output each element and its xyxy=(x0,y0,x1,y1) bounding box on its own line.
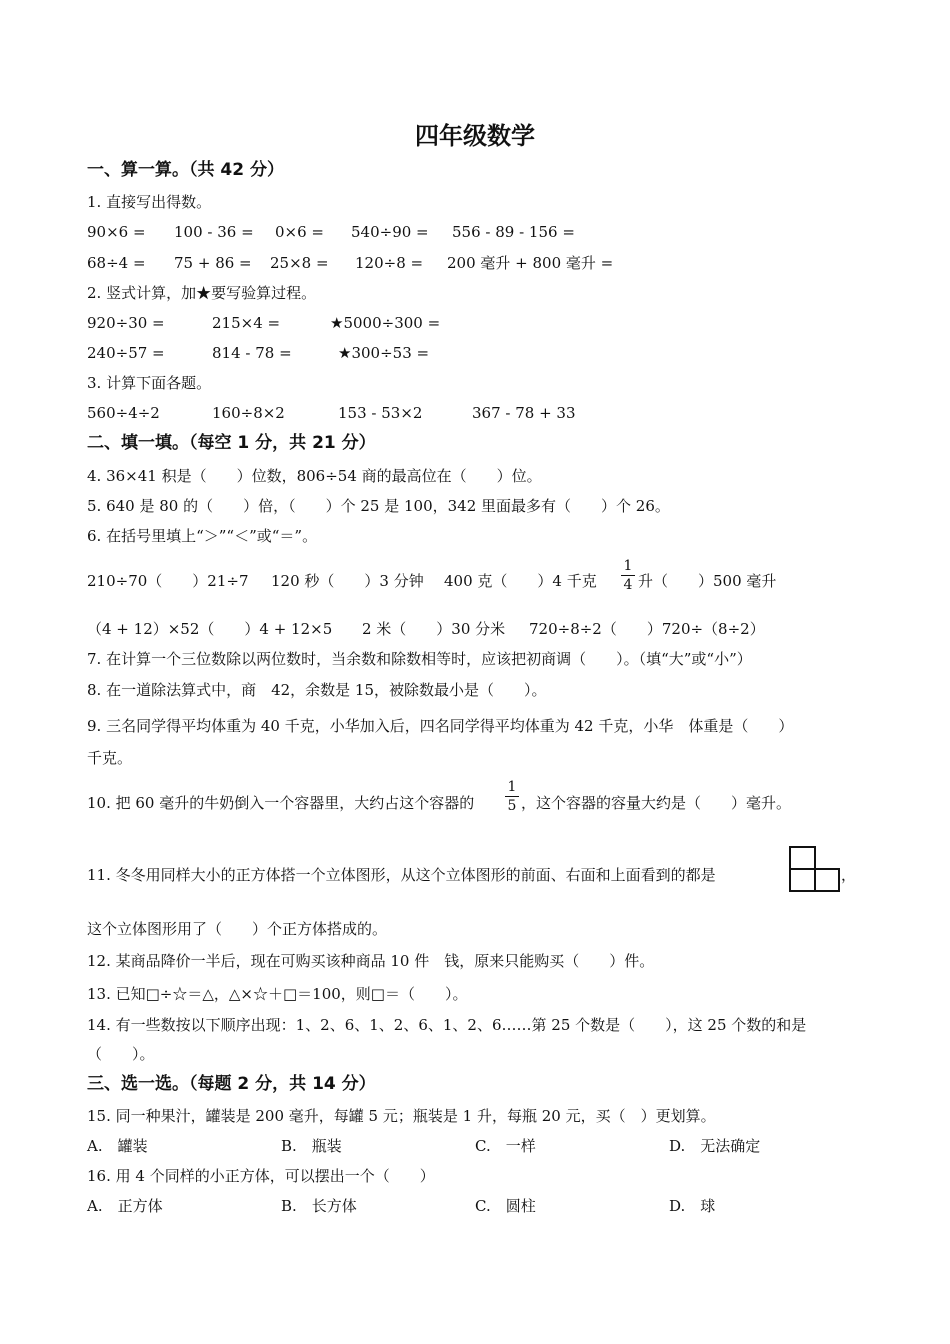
q1-item: 25×8 = xyxy=(270,254,329,272)
question-11-comma: ， xyxy=(841,866,857,884)
question-2-label: 2. 竖式计算，加★要写验算过程。 xyxy=(87,284,317,302)
q3-item: 160÷8×2 xyxy=(212,404,285,422)
q6-item: 210÷70（ ）21÷7 xyxy=(87,572,249,590)
question-16-stem: 16. 用 4 个同样的小正方体，可以摆出一个（ ） xyxy=(87,1167,435,1185)
q6-item: 120 秒（ ）3 分钟 xyxy=(271,572,424,590)
question-12: 12. 某商品降价一半后，现在可购买该种商品 10 件 钱，原来只能购买（ ）件。 xyxy=(87,952,655,970)
page-title: 四年级数学 xyxy=(415,122,535,150)
q3-item: 560÷4÷2 xyxy=(87,404,160,422)
fraction-denominator: 4 xyxy=(623,577,633,593)
question-3-label: 3. 计算下面各题。 xyxy=(87,374,212,392)
q6-item: 2 米（ ）30 分米 xyxy=(362,620,506,638)
question-11-line1: 11. 冬冬用同样大小的正方体搭一个立体图形，从这个立体图形的前面、右面和上面看到的都是 xyxy=(87,866,716,884)
question-5: 5. 640 是 80 的（ ）倍，（ ）个 25 是 100，342 里面最多有（ ）个 26。 xyxy=(87,497,670,515)
q2-item: 215×4 = xyxy=(212,314,281,332)
q2-item: ★300÷53 = xyxy=(338,344,430,362)
cube-bottom-right-square xyxy=(815,869,839,891)
q3-item: 367 - 78 + 33 xyxy=(472,404,576,422)
question-9-line1: 9. 三名同学得平均体重为 40 千克，小华加入后，四名同学得平均体重为 42 千克，小华 体重是（ ） xyxy=(87,717,794,735)
option-a[interactable]: A. 正方体 xyxy=(87,1197,163,1215)
question-13: 13. 已知□÷☆＝△，△×☆＋□＝100，则□＝（ ）。 xyxy=(87,985,468,1003)
option-a[interactable]: A. 罐装 xyxy=(87,1137,148,1155)
option-d[interactable]: D. 无法确定 xyxy=(669,1137,761,1155)
fraction-numerator: 1 xyxy=(507,779,517,795)
q1-item: 68÷4 = xyxy=(87,254,146,272)
q2-item: 240÷57 = xyxy=(87,344,165,362)
fraction-one-quarter xyxy=(621,558,635,593)
fraction-denominator: 5 xyxy=(507,798,517,814)
q1-item: 200 毫升 + 800 毫升 = xyxy=(447,254,614,272)
option-c[interactable]: C. 圆柱 xyxy=(475,1197,536,1215)
question-14-line2: （ ）。 xyxy=(87,1045,155,1063)
section-heading-3: 三、选一选。（每题 2 分，共 14 分） xyxy=(87,1074,376,1094)
section-heading-2: 二、填一填。（每空 1 分，共 21 分） xyxy=(87,433,376,453)
q1-item: 100 - 36 = xyxy=(174,223,254,241)
fraction-bar xyxy=(621,575,635,576)
cube-top-square xyxy=(790,847,815,869)
question-9-line2: 千克。 xyxy=(87,749,133,767)
option-b[interactable]: B. 瓶装 xyxy=(281,1137,342,1155)
q1-item: 540÷90 = xyxy=(351,223,429,241)
option-d[interactable]: D. 球 xyxy=(669,1197,716,1215)
question-1-label: 1. 直接写出得数。 xyxy=(87,193,212,211)
question-7: 7. 在计算一个三位数除以两位数时，当余数和除数相等时，应该把初商调（ ）。（填“大”或“小”） xyxy=(87,650,752,668)
q1-item: 556 - 89 - 156 = xyxy=(452,223,575,241)
fraction-one-fifth xyxy=(505,779,519,814)
question-15-stem: 15. 同一种果汁，罐装是 200 毫升，每罐 5 元；瓶装是 1 升，每瓶 20 元，买（ ）更划算。 xyxy=(87,1107,716,1125)
question-4: 4. 36×41 积是（ ）位数，806÷54 商的最高位在（ ）位。 xyxy=(87,467,542,485)
q1-item: 75 + 86 = xyxy=(174,254,252,272)
q2-item: 920÷30 = xyxy=(87,314,165,332)
q1-item: 90×6 = xyxy=(87,223,146,241)
cube-bottom-left-square xyxy=(790,869,815,891)
question-11-line2: 这个立体图形用了（ ）个正方体搭成的。 xyxy=(87,920,388,938)
question-10-post: ，这个容器的容量大约是（ ）毫升。 xyxy=(521,794,792,812)
q2-item: ★5000÷300 = xyxy=(330,314,441,332)
q2-item: 814 - 78 = xyxy=(212,344,292,362)
option-b[interactable]: B. 长方体 xyxy=(281,1197,357,1215)
question-8: 8. 在一道除法算式中，商 42，余数是 15，被除数最小是（ ）。 xyxy=(87,681,547,699)
question-6-label: 6. 在括号里填上“＞”“＜”或“＝”。 xyxy=(87,527,318,545)
q6-item: （4 + 12）×52（ ）4 + 12×5 xyxy=(87,620,333,638)
q1-item: 0×6 = xyxy=(275,223,324,241)
section-heading-1: 一、算一算。（共 42 分） xyxy=(87,160,284,180)
question-14-line1: 14. 有一些数按以下顺序出现：1、2、6、1、2、6、1、2、6……第 25 个数是（ ），这 25 个数的和是 xyxy=(87,1016,807,1034)
q6-item: 400 克（ ）4 千克 xyxy=(444,572,597,590)
q1-item: 120÷8 = xyxy=(355,254,424,272)
question-10-pre: 10. 把 60 毫升的牛奶倒入一个容器里，大约占这个容器的 xyxy=(87,794,475,812)
fraction-numerator: 1 xyxy=(623,558,633,574)
option-c[interactable]: C. 一样 xyxy=(475,1137,536,1155)
q3-item: 153 - 53×2 xyxy=(338,404,423,422)
q6-item: 升（ ）500 毫升 xyxy=(638,572,777,590)
cube-view-shape xyxy=(789,846,841,892)
fraction-bar xyxy=(505,796,519,797)
q6-item: 720÷8÷2（ ）720÷（8÷2） xyxy=(529,620,765,638)
